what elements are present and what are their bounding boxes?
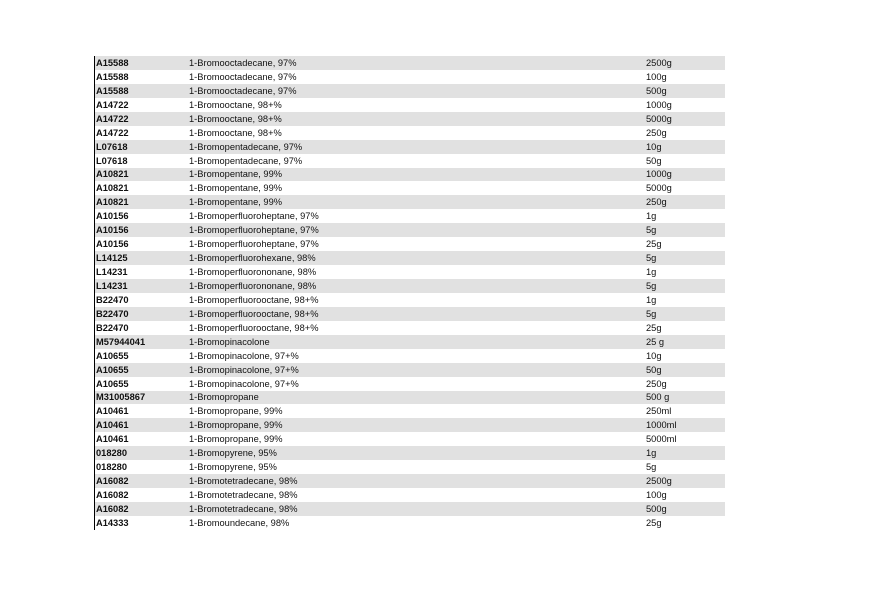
product-name-cell: 1-Bromoperfluorononane, 98% xyxy=(189,280,317,291)
product-code-cell: A16082 xyxy=(96,503,129,514)
product-code-cell: A14722 xyxy=(96,113,129,124)
product-name-cell: 1-Bromopropane, 99% xyxy=(189,434,283,445)
product-name-cell: 1-Bromopropane, 99% xyxy=(189,420,283,431)
table-row xyxy=(95,474,725,488)
table-row xyxy=(95,168,725,182)
quantity-cell: 1g xyxy=(646,267,657,278)
table-row xyxy=(95,209,725,223)
product-code-cell: A16082 xyxy=(96,490,129,501)
product-code-cell: L07618 xyxy=(96,155,128,166)
product-name-cell: 1-Bromopinacolone, 97+% xyxy=(189,350,299,361)
product-name-cell: 1-Bromopentadecane, 97% xyxy=(189,155,303,166)
product-code-cell: A10655 xyxy=(96,378,129,389)
quantity-cell: 1000ml xyxy=(646,420,677,431)
quantity-cell: 25 g xyxy=(646,336,665,347)
product-name-cell: 1-Bromopinacolone, 97+% xyxy=(189,378,299,389)
table-row xyxy=(95,237,725,251)
table-row xyxy=(95,154,725,168)
product-name-cell: 1-Bromooctane, 98+% xyxy=(189,113,282,124)
table-row xyxy=(95,377,725,391)
product-code-cell: A10821 xyxy=(96,197,129,208)
product-code-cell: A10156 xyxy=(96,239,129,250)
quantity-cell: 10g xyxy=(646,350,662,361)
product-name-cell: 1-Bromopentane, 99% xyxy=(189,197,283,208)
quantity-cell: 25g xyxy=(646,322,662,333)
quantity-cell: 500 g xyxy=(646,392,670,403)
table-row xyxy=(95,279,725,293)
product-name-cell: 1-Bromooctadecane, 97% xyxy=(189,85,297,96)
product-name-cell: 1-Bromopyrene, 95% xyxy=(189,448,277,459)
table-body xyxy=(95,56,725,530)
table-row xyxy=(95,265,725,279)
table-row xyxy=(95,349,725,363)
quantity-cell: 500g xyxy=(646,503,667,514)
quantity-cell: 5g xyxy=(646,225,657,236)
product-code-cell: A10461 xyxy=(96,420,129,431)
product-code-cell: A15588 xyxy=(96,85,129,96)
quantity-cell: 500g xyxy=(646,85,667,96)
product-code-cell: B22470 xyxy=(96,294,129,305)
quantity-cell: 1g xyxy=(646,211,657,222)
quantity-cell: 100g xyxy=(646,71,667,82)
quantity-cell: 5000g xyxy=(646,113,672,124)
product-name-cell: 1-Bromoundecane, 98% xyxy=(189,517,290,528)
quantity-cell: 10g xyxy=(646,141,662,152)
product-code-cell: A10655 xyxy=(96,350,129,361)
product-code-cell: A14722 xyxy=(96,127,129,138)
product-name-cell: 1-Bromotetradecane, 98% xyxy=(189,490,298,501)
table-row xyxy=(95,251,725,265)
product-code-cell: A15588 xyxy=(96,71,129,82)
table-row xyxy=(95,432,725,446)
product-code-cell: B22470 xyxy=(96,322,129,333)
product-code-cell: M31005867 xyxy=(96,392,146,403)
product-name-cell: 1-Bromooctane, 98+% xyxy=(189,127,282,138)
product-name-cell: 1-Bromoperfluoroheptane, 97% xyxy=(189,239,319,250)
product-name-cell: 1-Bromopentane, 99% xyxy=(189,169,283,180)
product-name-cell: 1-Bromoperfluorooctane, 98+% xyxy=(189,308,319,319)
table-row xyxy=(95,84,725,98)
product-name-cell: 1-Bromopinacolone, 97+% xyxy=(189,364,299,375)
table-row xyxy=(95,502,725,516)
table-row xyxy=(95,446,725,460)
quantity-cell: 250ml xyxy=(646,406,672,417)
quantity-cell: 2500g xyxy=(646,476,672,487)
product-code-cell: M57944041 xyxy=(96,336,146,347)
table-row xyxy=(95,140,725,154)
product-name-cell: 1-Bromopentadecane, 97% xyxy=(189,141,303,152)
quantity-cell: 2500g xyxy=(646,57,672,68)
quantity-cell: 1000g xyxy=(646,99,672,110)
product-code-cell: 018280 xyxy=(96,462,128,473)
table-row xyxy=(95,195,725,209)
product-code-cell: A10156 xyxy=(96,225,129,236)
table-row xyxy=(95,391,725,405)
product-code-cell: A16082 xyxy=(96,476,129,487)
quantity-cell: 50g xyxy=(646,155,662,166)
quantity-cell: 5g xyxy=(646,462,657,473)
quantity-cell: 50g xyxy=(646,364,662,375)
table-row xyxy=(95,98,725,112)
product-code-cell: B22470 xyxy=(96,308,129,319)
product-code-cell: A10655 xyxy=(96,364,129,375)
quantity-cell: 5000ml xyxy=(646,434,677,445)
table-row xyxy=(95,293,725,307)
product-code-cell: A10821 xyxy=(96,183,129,194)
table-row xyxy=(95,56,725,70)
product-name-cell: 1-Bromooctadecane, 97% xyxy=(189,71,297,82)
table-row xyxy=(95,70,725,84)
table-row xyxy=(95,223,725,237)
table-row xyxy=(95,126,725,140)
product-name-cell: 1-Bromopinacolone xyxy=(189,336,270,347)
table-row xyxy=(95,488,725,502)
table-row xyxy=(95,363,725,377)
table-row xyxy=(95,307,725,321)
product-code-cell: 018280 xyxy=(96,448,128,459)
product-name-cell: 1-Bromoperfluoroheptane, 97% xyxy=(189,225,319,236)
product-code-cell: A10461 xyxy=(96,434,129,445)
product-name-cell: 1-Bromoperfluorooctane, 98+% xyxy=(189,322,319,333)
table-row xyxy=(95,112,725,126)
quantity-cell: 1000g xyxy=(646,169,672,180)
quantity-cell: 1g xyxy=(646,294,657,305)
quantity-cell: 100g xyxy=(646,490,667,501)
product-code-cell: A10821 xyxy=(96,169,129,180)
product-code-cell: L07618 xyxy=(96,141,128,152)
product-name-cell: 1-Bromopyrene, 95% xyxy=(189,462,277,473)
quantity-cell: 5g xyxy=(646,308,657,319)
product-name-cell: 1-Bromooctane, 98+% xyxy=(189,99,282,110)
product-code-cell: L14125 xyxy=(96,253,128,264)
product-name-cell: 1-Bromotetradecane, 98% xyxy=(189,503,298,514)
product-name-cell: 1-Bromotetradecane, 98% xyxy=(189,476,298,487)
table-row xyxy=(95,516,725,530)
quantity-cell: 5g xyxy=(646,253,657,264)
quantity-cell: 5000g xyxy=(646,183,672,194)
table-row xyxy=(95,460,725,474)
table-row xyxy=(95,181,725,195)
quantity-cell: 25g xyxy=(646,239,662,250)
table-row xyxy=(95,418,725,432)
quantity-cell: 25g xyxy=(646,517,662,528)
product-table xyxy=(94,56,725,530)
product-name-cell: 1-Bromopentane, 99% xyxy=(189,183,283,194)
product-code-cell: L14231 xyxy=(96,267,128,278)
product-name-cell: 1-Bromoperfluorohexane, 98% xyxy=(189,253,316,264)
quantity-cell: 250g xyxy=(646,378,667,389)
product-name-cell: 1-Bromoperfluorooctane, 98+% xyxy=(189,294,319,305)
product-code-cell: A15588 xyxy=(96,57,129,68)
product-code-cell: A10461 xyxy=(96,406,129,417)
quantity-cell: 250g xyxy=(646,197,667,208)
product-name-cell: 1-Bromopropane xyxy=(189,392,259,403)
product-name-cell: 1-Bromoperfluorononane, 98% xyxy=(189,267,317,278)
product-name-cell: 1-Bromopropane, 99% xyxy=(189,406,283,417)
table-row xyxy=(95,335,725,349)
quantity-cell: 250g xyxy=(646,127,667,138)
quantity-cell: 5g xyxy=(646,280,657,291)
product-name-cell: 1-Bromoperfluoroheptane, 97% xyxy=(189,211,319,222)
product-code-cell: A14333 xyxy=(96,517,129,528)
quantity-cell: 1g xyxy=(646,448,657,459)
product-code-cell: L14231 xyxy=(96,280,128,291)
product-name-cell: 1-Bromooctadecane, 97% xyxy=(189,57,297,68)
product-code-cell: A10156 xyxy=(96,211,129,222)
product-code-cell: A14722 xyxy=(96,99,129,110)
table-row xyxy=(95,404,725,418)
table-row xyxy=(95,321,725,335)
